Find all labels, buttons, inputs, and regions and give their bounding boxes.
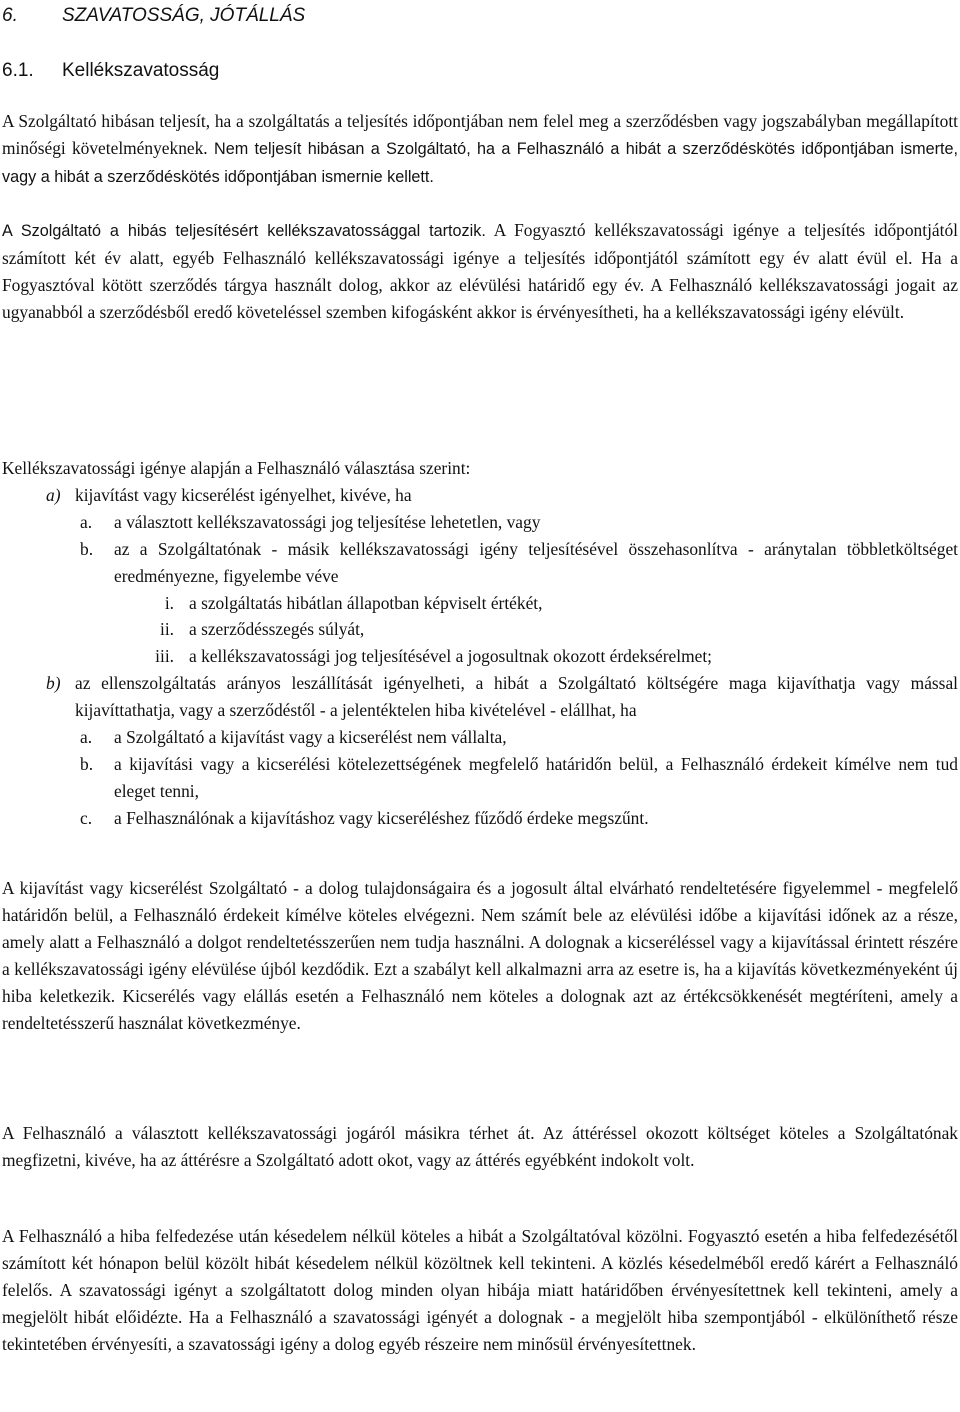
list-label: a) bbox=[46, 484, 61, 505]
paragraph-defect bbox=[2, 108, 958, 191]
list-text: a szerződésszegés súlyát, bbox=[189, 619, 365, 640]
list-subitem bbox=[2, 536, 958, 590]
paragraph-warranty-part2: A Fogyasztó kellékszavatossági igénye a teljesítés időpontjától számított két év alatt, egyéb Felhasználó kellékszavatossági igénye a teljesítés időpontjától számított egy év alatt évül el. Ha a Fogyasztóval kötött szerződés tárgya használt dolog, akkor az elévülési határidő egy év. A Felhasználó kellékszavatossági jogait az ugyanabból a szerződésből eredő követeléssel szemben kifogásként akkor is érvényesítheti, ha a kellékszavatossági igény elévült. bbox=[2, 220, 958, 322]
section-title: SZAVATOSSÁG, JÓTÁLLÁS bbox=[62, 5, 306, 26]
list-label: iii. bbox=[155, 646, 174, 667]
paragraph-defect-part1: A Szolgáltató hibásan teljesít, ha a szolgáltatás a teljesítés időpontjában nem felel meg a szerződésben vagy jogszabályban megállapított minőségi követelményeknek. bbox=[2, 111, 958, 158]
list-label: ii. bbox=[159, 619, 174, 640]
list-subitem bbox=[2, 805, 958, 832]
list-text: a kellékszavatossági jog teljesítésével a jogosultnak okozott érdeksérelmet; bbox=[189, 646, 713, 667]
list-label: b. bbox=[80, 753, 94, 774]
list-item-a bbox=[2, 482, 958, 509]
paragraph-notification: A Felhasználó a hiba felfedezése után késedelem nélkül köteles a hibát a Szolgáltatóval közölni. Fogyasztó esetén a hiba felfedezésétől számított két hónapon belül közölt hibát késedelem nélkül közöltnek kell tekinteni. A közlés késedelméből eredő kárért a Felhasználó felelős. A szavatossági igényt a szolgáltatott dolog minden olyan hibája miatt határidőben érvényesítettnek kell tekinteni, amely a megjelölt hibát előidézte. Ha a Felhasználó a szavatossági igényét a dolognak - a megjelölt hiba szempontjából - elkülöníthető része tekintetében érvényesíti, a szavatossági igény a dolog egyéb részeire nem minősül érvényesítettnek. bbox=[2, 1226, 958, 1354]
list-label: b. bbox=[80, 538, 94, 559]
list-text: az ellenszolgáltatás arányos leszállítását igényelheti, a hibát a Szolgáltató költségére maga kijavíthatja vagy mással kijavíttathatja, vagy a szerződéstől - a jelentéktelen hiba kivételével - elállhat, ha bbox=[75, 673, 958, 721]
list-label: i. bbox=[164, 592, 174, 613]
list-label: a. bbox=[80, 511, 93, 532]
list-label: c. bbox=[80, 807, 93, 828]
list-text: kijavítást vagy kicserélést igényelhet, kivéve, ha bbox=[75, 484, 412, 505]
list-text: a Felhasználónak a kijavításhoz vagy kicseréléshez fűződő érdeke megszűnt. bbox=[114, 807, 649, 828]
subsection-heading bbox=[2, 59, 219, 83]
list-text: a szolgáltatás hibátlan állapotban képviselt értékét, bbox=[189, 592, 543, 613]
section-number: 6. bbox=[2, 5, 18, 26]
list-text: a Szolgáltató a kijavítást vagy a kicserélést nem vállalta, bbox=[114, 727, 507, 748]
list-label: a. bbox=[80, 727, 93, 748]
paragraph-warranty bbox=[2, 217, 958, 326]
claims-list bbox=[2, 455, 958, 832]
paragraph-defect-part2: Nem teljesít hibásan a Szolgáltató, ha a Felhasználó a hibát a szerződéskötés időpontjában ismerte, vagy a hibát a szerződéskötés időpontjában ismernie kellett. bbox=[2, 139, 958, 186]
list-text: a kijavítási vagy a kicserélési kötelezettségének megfelelő határidőn belül, a Felhasználó érdekeit kímélve nem tud eleget tenni, bbox=[114, 753, 958, 801]
subsection-title: Kellékszavatosság bbox=[62, 60, 220, 81]
subsection-number: 6.1. bbox=[2, 60, 34, 81]
list-text: az a Szolgáltatónak - másik kellékszavatossági igény teljesítésével összehasonlítva - aránytalan többletköltséget eredményezne, figyelembe véve bbox=[114, 538, 958, 586]
list-subsubitem bbox=[2, 643, 958, 670]
paragraph-warranty-part1: A Szolgáltató a hibás teljesítésért kellékszavatossággal tartozik. bbox=[2, 222, 486, 240]
paragraph-switch: A Felhasználó a választott kellékszavatossági jogáról másikra térhet át. Az áttéréssel okozott költséget köteles a Szolgáltatónak megfizetni, kivéve, ha az áttérésre a Szolgáltató adott okot, vagy az áttérés egyébként indokolt volt. bbox=[2, 1123, 958, 1170]
list-text: a választott kellékszavatossági jog teljesítése lehetetlen, vagy bbox=[114, 511, 541, 532]
list-item-b bbox=[2, 670, 958, 724]
section-heading bbox=[2, 4, 305, 28]
list-subitem bbox=[2, 509, 958, 536]
list-label: b) bbox=[46, 673, 61, 694]
list-subsubitem bbox=[2, 616, 958, 643]
list-subitem bbox=[2, 751, 958, 805]
list-subitem bbox=[2, 724, 958, 751]
paragraph-repair: A kijavítást vagy kicserélést Szolgáltató - a dolog tulajdonságaira és a jogosult által elvárható rendeltetésére figyelemmel - megfelelő határidőn belül, a Felhasználó érdekeit kímélve köteles elvégezni. Nem számít bele az elévülési időbe a kijavítási időnek az a része, amely alatt a Felhasználó a dolgot rendeltetésszerűen nem tudja használni. A dolognak a kicseréléssel vagy a kijavítással érintett részére a kellékszavatossági igény elévülése újból kezdődik. Ezt a szabályt kell alkalmazni arra az esetre is, ha a kijavítás következményeként új hiba keletkezik. Kicserélés vagy elállás esetén a Felhasználó nem köteles a dolognak azt az értékcsökkenését megtéríteni, amely a rendeltetésszerű használat következménye. bbox=[2, 878, 958, 1033]
list-intro: Kellékszavatossági igénye alapján a Felhasználó választása szerint: bbox=[2, 458, 471, 478]
list-subsubitem bbox=[2, 590, 958, 617]
